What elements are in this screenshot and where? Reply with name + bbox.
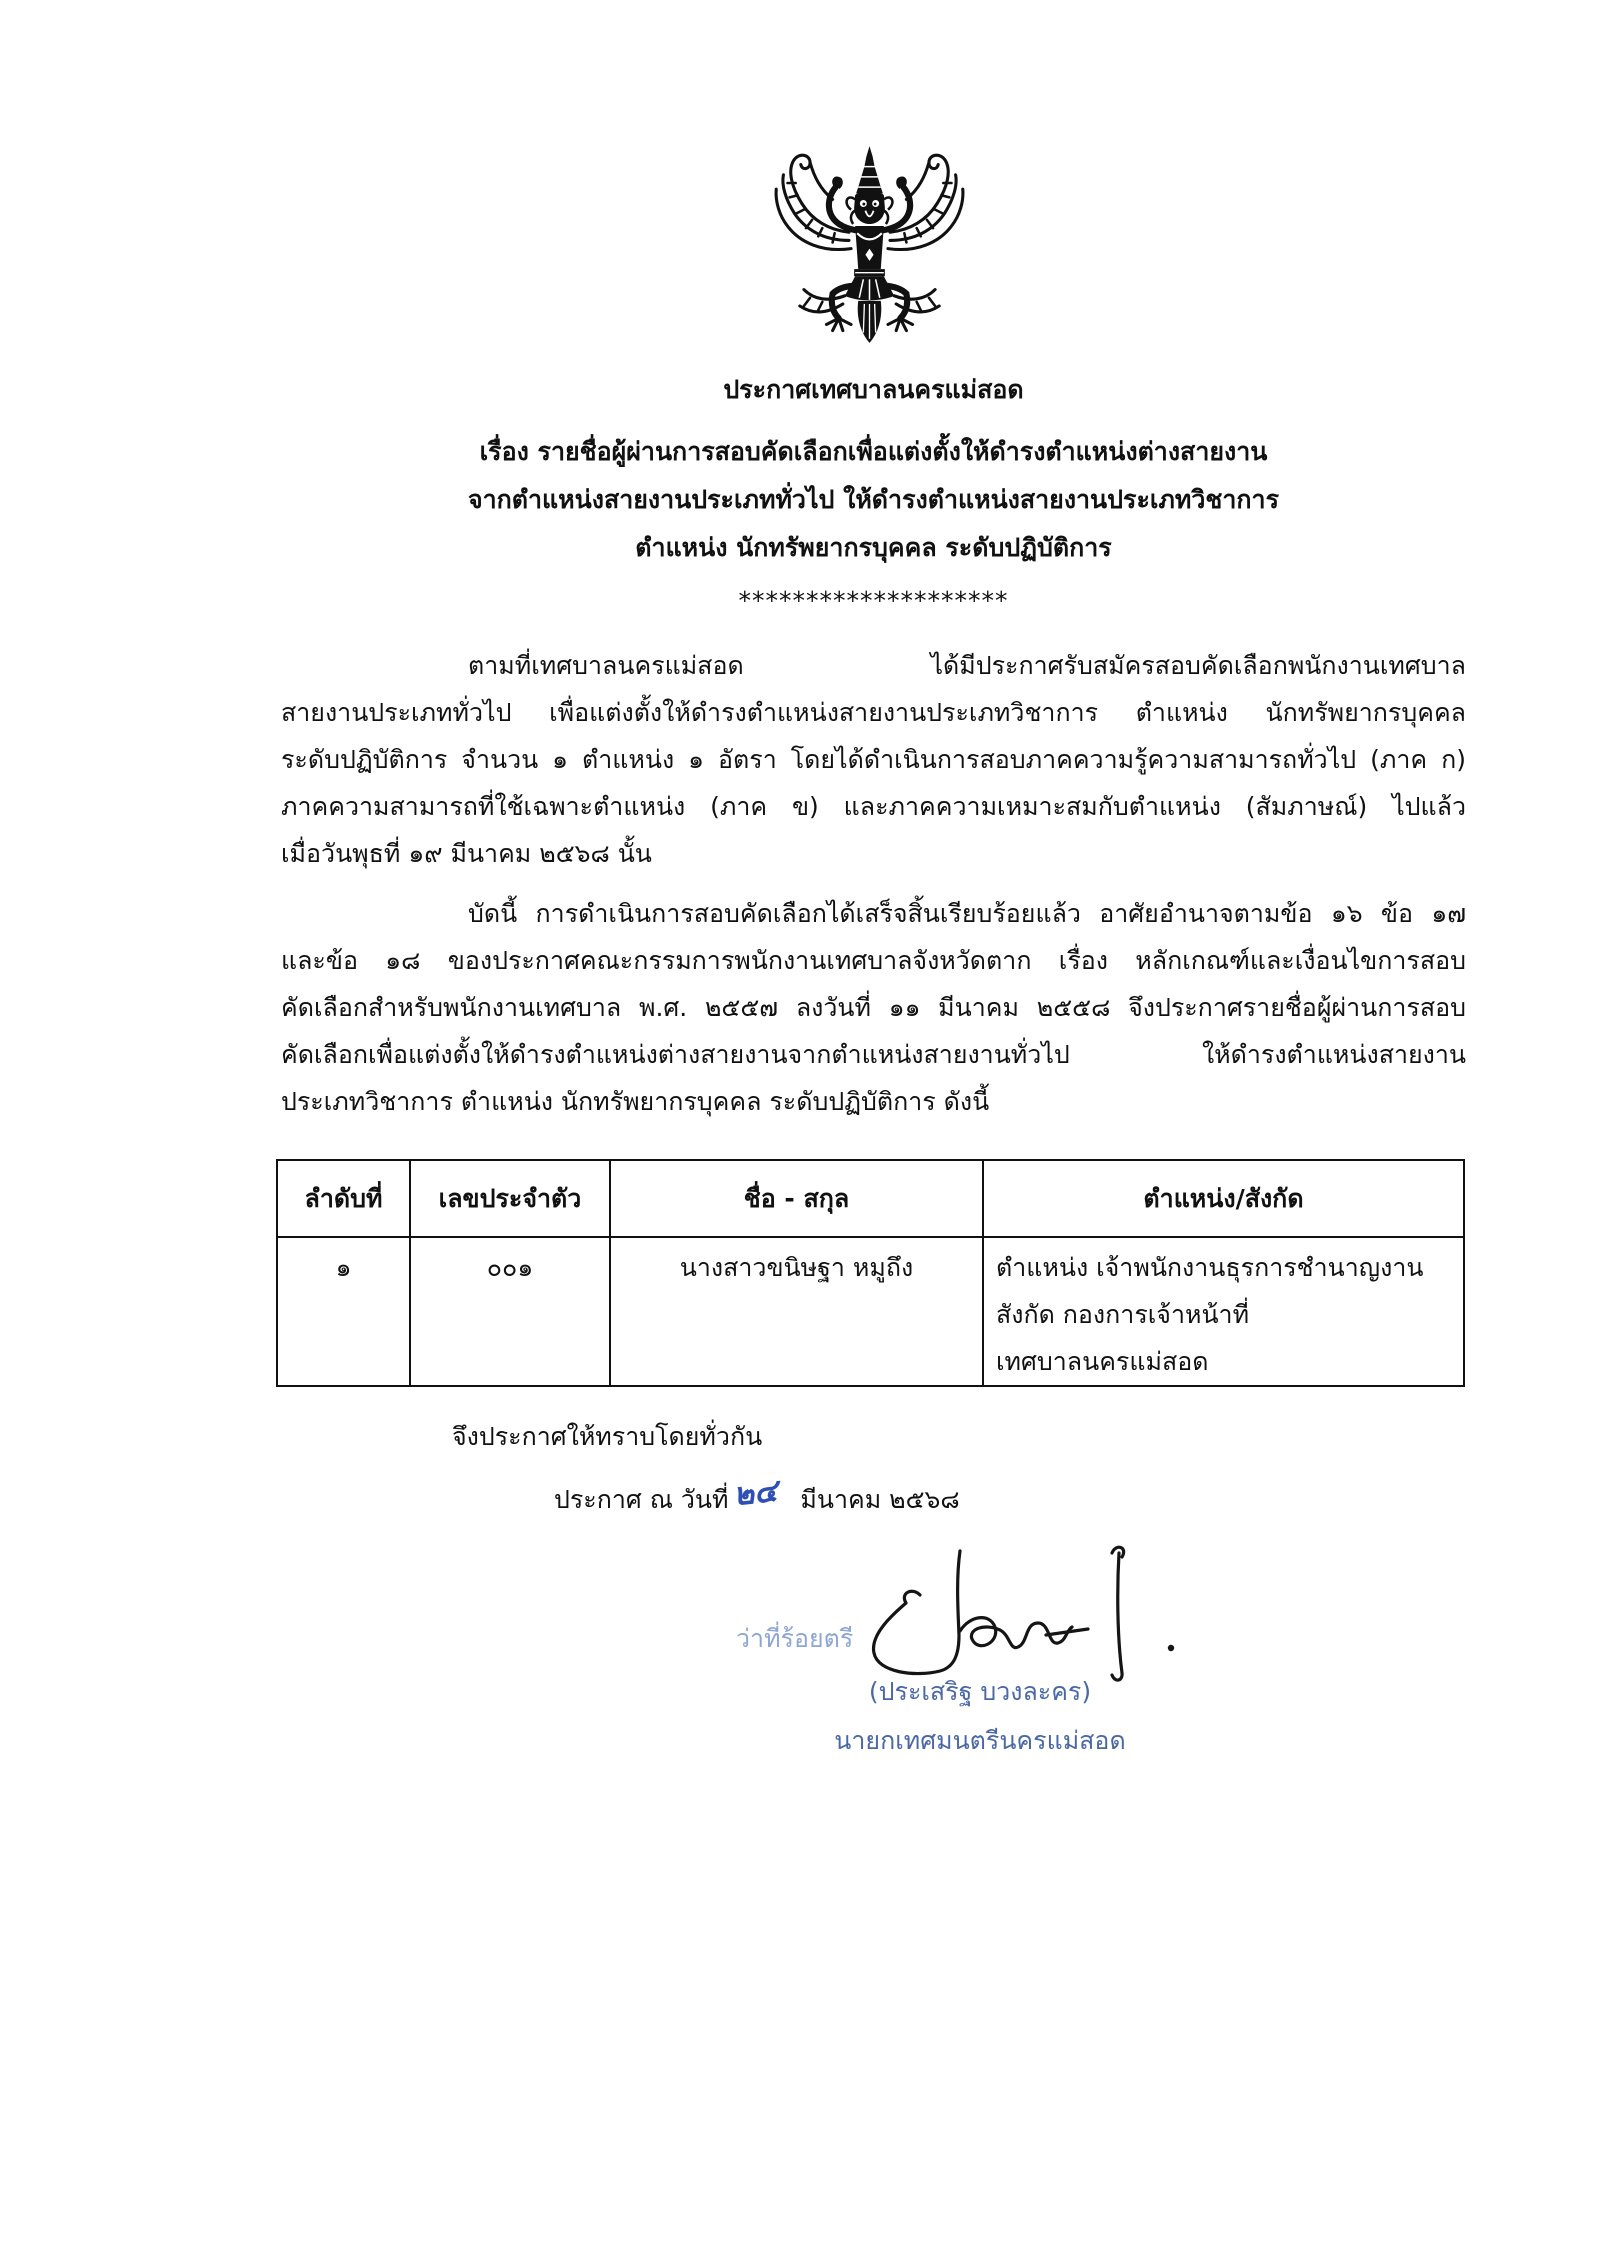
subject-line: ตำแหน่ง นักทรัพยากรบุคคล ระดับปฏิบัติการ bbox=[635, 533, 1112, 562]
paragraph-announcement bbox=[281, 890, 1466, 1125]
order-number: ๑ bbox=[335, 1253, 352, 1282]
garuda-right-half bbox=[880, 155, 963, 330]
asterisk-separator: ******************** bbox=[738, 586, 1009, 615]
signature-dot bbox=[1168, 1645, 1174, 1651]
id-number: ๐๐๑ bbox=[486, 1253, 534, 1282]
affiliation-line: สังกัด กองการเจ้าหน้าที่ bbox=[996, 1300, 1250, 1329]
cell-order-number bbox=[277, 1237, 410, 1386]
paragraph-line: บัดนี้ การดำเนินการสอบคัดเลือกได้เสร็จสิ้นเรียบร้อยแล้ว อาศัยอำนาจตามข้อ ๑๖ ข้อ ๑๗ bbox=[468, 899, 1466, 928]
paragraph-line: เมื่อวันพุธที่ ๑๙ มีนาคม ๒๕๖๘ นั้น bbox=[281, 839, 652, 868]
subject-line: จากตำแหน่งสายงานประเภททั่วไป ให้ดำรงตำแหน่งสายงานประเภทวิชาการ bbox=[467, 485, 1280, 514]
signature-strokes bbox=[874, 1547, 1124, 1680]
cell-position-affiliation bbox=[983, 1237, 1464, 1386]
cell-full-name bbox=[610, 1237, 983, 1386]
paragraph-line: และข้อ ๑๘ ของประกาศคณะกรรมการพนักงานเทศบาลจังหวัดตาก เรื่อง หลักเกณฑ์และเงื่อนไขการสอบ bbox=[281, 946, 1466, 975]
table-header-row bbox=[277, 1160, 1464, 1237]
garuda-head bbox=[854, 191, 885, 224]
signature-stroke bbox=[874, 1551, 960, 1674]
garuda-pupil-right bbox=[874, 203, 877, 206]
signer-name-stamp: (ประเสริฐ บวงละคร) bbox=[868, 1677, 1092, 1706]
announcement-date bbox=[554, 1472, 960, 1521]
signer-rank-stamp: ว่าที่ร้อยตรี bbox=[736, 1624, 854, 1653]
header-order-number: ลำดับที่ bbox=[277, 1160, 410, 1237]
announcement-subject bbox=[281, 428, 1466, 572]
paragraph-line: ภาคความสามารถที่ใช้เฉพาะตำแหน่ง (ภาค ข) และภาคความเหมาะสมกับตำแหน่ง (สัมภาษณ์) ไปแล้ว bbox=[281, 792, 1466, 821]
position-line: ตำแหน่ง เจ้าพนักงานธุรการชำนาญงาน bbox=[996, 1253, 1424, 1282]
paragraph-line: ระดับปฏิบัติการ จำนวน ๑ ตำแหน่ง ๑ อัตรา โดยได้ดำเนินการสอบภาคความรู้ความสามารถทั่วไป (ภาค ก) bbox=[281, 745, 1466, 774]
table-row bbox=[277, 1237, 1464, 1386]
header-id-number: เลขประจำตัว bbox=[410, 1160, 610, 1237]
garuda-left-half bbox=[776, 155, 859, 330]
garuda-body bbox=[855, 226, 884, 269]
paragraph-line: ตามที่เทศบาลนครแม่สอด ได้มีประกาศรับสมัครสอบคัดเลือกพนักงานเทศบาล bbox=[468, 651, 1466, 680]
garuda-pupil-left bbox=[862, 203, 865, 206]
header-position-affiliation: ตำแหน่ง/สังกัด bbox=[983, 1160, 1464, 1237]
passed-candidates-table bbox=[276, 1159, 1465, 1387]
paragraph-line: คัดเลือกเพื่อแต่งตั้งให้ดำรงตำแหน่งต่างสายงานจากตำแหน่งสายงานทั่วไป ให้ดำรงตำแหน่งสายงาน bbox=[281, 1040, 1466, 1069]
date-prefix: ประกาศ ณ วันที่ bbox=[554, 1485, 729, 1514]
garuda-crown bbox=[856, 146, 883, 193]
announcement-issuer: ประกาศเทศบาลนครแม่สอด bbox=[723, 375, 1024, 404]
date-month-year: มีนาคม ๒๕๖๘ bbox=[800, 1485, 960, 1514]
paragraph-line: คัดเลือกสำหรับพนักงานเทศบาล พ.ศ. ๒๕๕๗ ลงวันที่ ๑๑ มีนาคม ๒๕๕๘ จึงประกาศรายชื่อผู้ผ่านการสอบ bbox=[281, 993, 1466, 1022]
garuda-emblem-icon bbox=[767, 142, 972, 347]
closing-statement: จึงประกาศให้ทราบโดยทั่วกัน bbox=[452, 1422, 763, 1451]
cell-id-number bbox=[410, 1237, 610, 1386]
header-full-name: ชื่อ - สกุล bbox=[610, 1160, 983, 1237]
paragraph-background bbox=[281, 642, 1466, 877]
signature-stroke bbox=[1112, 1553, 1122, 1680]
paragraph-line: ประเภทวิชาการ ตำแหน่ง นักทรัพยากรบุคคล ระดับปฏิบัติการ ดังนี้ bbox=[281, 1087, 990, 1116]
handwritten-signature bbox=[860, 1535, 1190, 1705]
handwritten-day: ๒๔ bbox=[732, 1472, 780, 1514]
signer-title-stamp: นายกเทศมนตรีนครแม่สอด bbox=[834, 1726, 1126, 1755]
subject-line: เรื่อง รายชื่อผู้ผ่านการสอบคัดเลือกเพื่อแต่งตั้งให้ดำรงตำแหน่งต่างสายงาน bbox=[479, 437, 1268, 466]
organization-line: เทศบาลนครแม่สอด bbox=[996, 1347, 1209, 1376]
paragraph-line: สายงานประเภททั่วไป เพื่อแต่งตั้งให้ดำรงตำแหน่งสายงานประเภทวิชาการ ตำแหน่ง นักทรัพยากรบุคคล bbox=[281, 698, 1466, 727]
full-name: นางสาวขนิษฐา หมูถึง bbox=[679, 1253, 914, 1282]
